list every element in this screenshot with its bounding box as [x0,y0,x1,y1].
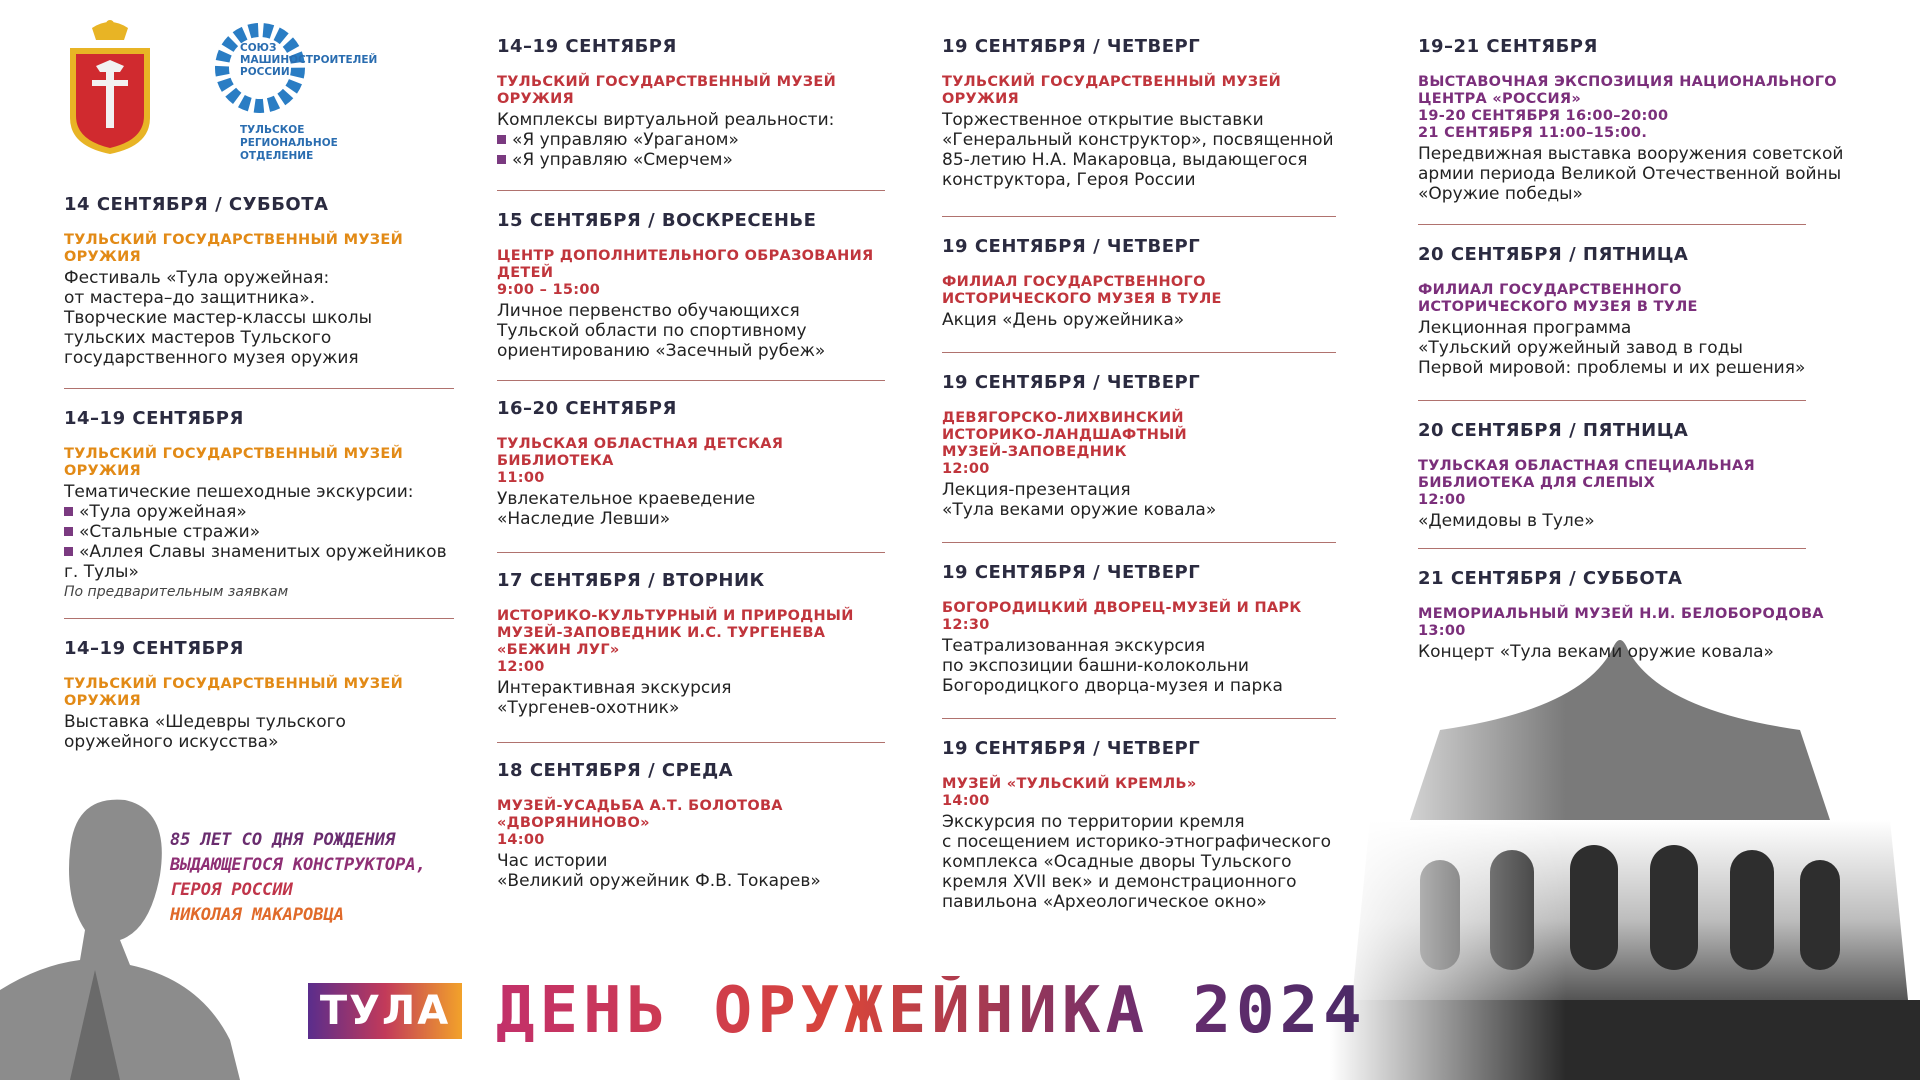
desc-line: Богородицкого дворца-музея и парка [942,676,1283,696]
event-venue: МЕМОРИАЛЬНЫЙ МУЗЕЙ Н.И. БЕЛОБОРОДОВА [1418,606,1824,622]
event-venue: ТУЛЬСКИЙ ГОСУДАРСТВЕННЫЙ МУЗЕЙ ОРУЖИЯ [64,676,404,709]
desc-line: 85-летию Н.А. Макаровца, выдающегося [942,150,1308,170]
separator [497,380,885,381]
separator [942,216,1336,217]
desc-line: по экспозиции башни-колокольни [942,656,1249,676]
desc-line: кремля XVII век» и демонстрационного [942,872,1297,892]
event-date: 18 СЕНТЯБРЯ / СРЕДА [497,760,734,781]
event-time: 14:00 [942,793,990,809]
event-date: 15 СЕНТЯБРЯ / ВОСКРЕСЕНЬЕ [497,210,817,231]
event-description [942,480,1382,520]
desc-line: Увлекательное краеведение [497,489,756,509]
separator [497,552,885,553]
event-description [497,489,887,529]
brand-text: ТУЛА [319,988,451,1034]
desc-line: армии периода Великой Отечественной войны [1418,164,1842,184]
event-venue: ТУЛЬСКИЙ ГОСУДАРСТВЕННЫЙ МУЗЕЙ ОРУЖИЯ [942,74,1282,107]
separator [1418,224,1806,225]
event [942,738,1382,912]
event-date: 21 СЕНТЯБРЯ / СУББОТА [1418,568,1683,589]
event-date: 19 СЕНТЯБРЯ / ЧЕТВЕРГ [942,562,1201,583]
event-date: 14–19 СЕНТЯБРЯ [497,36,677,57]
desc-line: Интерактивная экскурсия [497,678,732,698]
event [64,638,454,752]
event-time: 12:00 [1418,492,1466,508]
event-venue: ТУЛЬСКИЙ ГОСУДАРСТВЕННЫЙ МУЗЕЙ ОРУЖИЯ [64,446,404,479]
desc-line: «Тульский оружейный завод в годы [1418,338,1743,358]
tula-brand-logo [308,983,462,1039]
bullet-item: «Аллея Славы знаменитых оружейников г. Тулы» [64,542,454,582]
event-date: 19–21 СЕНТЯБРЯ [1418,36,1598,57]
event-description [1418,144,1898,204]
event-date: 14 СЕНТЯБРЯ / СУББОТА [64,194,329,215]
separator [942,352,1336,353]
event [497,760,887,891]
desc-line: «Генеральный конструктор», посвященной [942,130,1334,150]
event-description [497,678,887,718]
event-venue: МУЗЕЙ «ТУЛЬСКИЙ КРЕМЛЬ» [942,776,1197,792]
desc-line: Торжественное открытие выставки [942,110,1264,130]
tula-coat-of-arms [62,18,158,156]
event-description [64,712,454,752]
desc-line: Передвижная выставка вооружения советской [1418,144,1844,164]
event-venue: ЦЕНТР ДОПОЛНИТЕЛЬНОГО ОБРАЗОВАНИЯ ДЕТЕЙ [497,248,874,281]
desc-line: «Демидовы в Туле» [1418,511,1595,531]
event-date: 20 СЕНТЯБРЯ / ПЯТНИЦА [1418,244,1689,265]
separator [1418,548,1806,549]
event [942,562,1382,696]
event-description [1418,511,1898,531]
event-date: 20 СЕНТЯБРЯ / ПЯТНИЦА [1418,420,1689,441]
desc-line: ориентированию «Засечный рубеж» [497,341,826,361]
makarovets-portrait [0,780,240,1080]
tribute-text [170,828,426,928]
event-date: 14–19 СЕНТЯБРЯ [64,408,244,429]
event-venue: ТУЛЬСКИЙ ГОСУДАРСТВЕННЫЙ МУЗЕЙ ОРУЖИЯ [497,74,837,107]
tribute-line: ВЫДАЮЩЕГОСЯ КОНСТРУКТОРА, [170,855,426,875]
event-time: 11:00 [497,470,545,486]
union-line: МАШИНОСТРОИТЕЛЕЙ [240,54,378,66]
desc-line: «Тургенев-охотник» [497,698,680,718]
desc-line: Час истории [497,851,608,871]
desc-line: «Оружие победы» [1418,184,1583,204]
separator [64,618,454,619]
event-venue: МУЗЕЙ-УСАДЬБА А.Т. БОЛОТОВА «ДВОРЯНИНОВО» [497,798,783,831]
event [1418,36,1898,204]
page-title: ДЕНЬ ОРУЖЕЙНИКА 2024 [496,974,1367,1048]
bullet-item: «Стальные стражи» [64,522,454,542]
event [1418,568,1898,662]
event-description [942,812,1382,912]
event-time: 9:00 – 15:00 [497,282,601,298]
event-venue: ДЕВЯГОРСКО-ЛИХВИНСКИЙ ИСТОРИКО-ЛАНДШАФТНЫЙ МУЗЕЙ-ЗАПОВЕДНИК [942,410,1187,460]
event-description [497,301,887,361]
event-venue: ИСТОРИКО-КУЛЬТУРНЫЙ И ПРИРОДНЫЙ МУЗЕЙ-ЗАПОВЕДНИК И.С. ТУРГЕНЕВА «БЕЖИН ЛУГ» [497,608,854,658]
event-description [497,851,887,891]
separator [942,718,1336,719]
event-time: 13:00 [1418,623,1466,639]
desc-line: оружейного искусства» [64,732,279,752]
tribute-line: 85 ЛЕТ СО ДНЯ РОЖДЕНИЯ [170,830,396,850]
desc-line: Творческие мастер-классы школы [64,308,373,328]
desc-line: Концерт «Тула веками оружие ковала» [1418,642,1774,662]
desc-line: Тульской области по спортивному [497,321,807,341]
desc-line: «Великий оружейник Ф.В. Токарев» [497,871,821,891]
event-description [1418,642,1898,662]
event [942,372,1382,520]
desc-line: Выставка «Шедевры тульского [64,712,346,732]
event-date: 19 СЕНТЯБРЯ / ЧЕТВЕРГ [942,372,1201,393]
desc-line: тульских мастеров Тульского [64,328,332,348]
event-description [942,636,1382,696]
event-venue: ВЫСТАВОЧНАЯ ЭКСПОЗИЦИЯ НАЦИОНАЛЬНОГО ЦЕНТРА «РОССИЯ» [1418,74,1837,107]
region-line: ТУЛЬСКОЕ [240,124,305,136]
union-name [240,42,377,78]
event-time: 12:00 [942,461,990,477]
region-line: РЕГИОНАЛЬНОЕ [240,137,338,149]
event [64,194,454,368]
separator [1418,400,1806,401]
desc-line: Акция «День оружейника» [942,310,1185,330]
desc-line: Тематические пешеходные экскурсии: [64,482,414,502]
separator [497,742,885,743]
event-description [64,482,454,602]
union-line: СОЮЗ [240,42,277,54]
museum-building-illustration [1330,620,1920,1080]
desc-line: конструктора, Героя России [942,170,1196,190]
union-line: РОССИИ [240,66,290,78]
bullet-item: «Я управляю «Ураганом» [497,130,887,150]
event-description [1418,318,1898,378]
event-description [64,268,454,368]
event-time: 19-20 СЕНТЯБРЯ 16:00–20:00 21 СЕНТЯБРЯ 11:00–15:00. [1418,108,1669,141]
event [497,36,887,170]
desc-line: Лекционная программа [1418,318,1632,338]
event-venue: ТУЛЬСКИЙ ГОСУДАРСТВЕННЫЙ МУЗЕЙ ОРУЖИЯ [64,232,404,265]
tribute-line: НИКОЛАЯ МАКАРОВЦА [170,905,344,925]
event [1418,244,1898,378]
event-note: По предварительным заявкам [64,584,289,600]
event-description [942,310,1382,330]
event-date: 14–19 СЕНТЯБРЯ [64,638,244,659]
desc-line: павильона «Археологическое окно» [942,892,1267,912]
bullet-item: «Я управляю «Смерчем» [497,150,887,170]
separator [497,190,885,191]
event-description [942,110,1382,190]
event [942,36,1382,190]
desc-line: с посещением историко-этнографического [942,832,1332,852]
event-time: 12:30 [942,617,990,633]
event-date: 16–20 СЕНТЯБРЯ [497,398,677,419]
desc-line: государственного музея оружия [64,348,359,368]
desc-line: Лекция-презентация [942,480,1131,500]
desc-line: от мастера–до защитника». [64,288,315,308]
region-line: ОТДЕЛЕНИЕ [240,150,314,162]
event-date: 19 СЕНТЯБРЯ / ЧЕТВЕРГ [942,36,1201,57]
desc-line: «Тула веками оружие ковала» [942,500,1217,520]
desc-line: Первой мировой: проблемы и их решения» [1418,358,1806,378]
event-description [497,110,887,170]
event [1418,420,1898,531]
desc-line: Фестиваль «Тула оружейная: [64,268,330,288]
desc-line: Театрализованная экскурсия [942,636,1206,656]
desc-line: «Наследие Левши» [497,509,671,529]
event [497,570,887,718]
desc-line: Личное первенство обучающихся [497,301,800,321]
event-venue: ФИЛИАЛ ГОСУДАРСТВЕННОГО ИСТОРИЧЕСКОГО МУЗЕЯ В ТУЛЕ [1418,282,1698,315]
separator [64,388,454,389]
event [942,236,1382,330]
event-date: 19 СЕНТЯБРЯ / ЧЕТВЕРГ [942,236,1201,257]
event [497,210,887,361]
event-venue: ФИЛИАЛ ГОСУДАРСТВЕННОГО ИСТОРИЧЕСКОГО МУЗЕЯ В ТУЛЕ [942,274,1222,307]
region-branch [240,124,338,163]
event-time: 12:00 [497,659,545,675]
event [64,408,454,602]
tribute-line: ГЕРОЯ РОССИИ [170,880,293,900]
event-date: 19 СЕНТЯБРЯ / ЧЕТВЕРГ [942,738,1201,759]
separator [942,542,1336,543]
desc-line: Экскурсия по территории кремля [942,812,1245,832]
event-venue: ТУЛЬСКАЯ ОБЛАСТНАЯ ДЕТСКАЯ БИБЛИОТЕКА [497,436,784,469]
event [497,398,887,529]
event-date: 17 СЕНТЯБРЯ / ВТОРНИК [497,570,765,591]
event-venue: ТУЛЬСКАЯ ОБЛАСТНАЯ СПЕЦИАЛЬНАЯ БИБЛИОТЕКА ДЛЯ СЛЕПЫХ [1418,458,1755,491]
event-venue: БОГОРОДИЦКИЙ ДВОРЕЦ-МУЗЕЙ И ПАРК [942,600,1302,616]
desc-line: комплекса «Осадные дворы Тульского [942,852,1292,872]
event-time: 14:00 [497,832,545,848]
bullet-item: «Тула оружейная» [64,502,454,522]
desc-line: Комплексы виртуальной реальности: [497,110,835,130]
